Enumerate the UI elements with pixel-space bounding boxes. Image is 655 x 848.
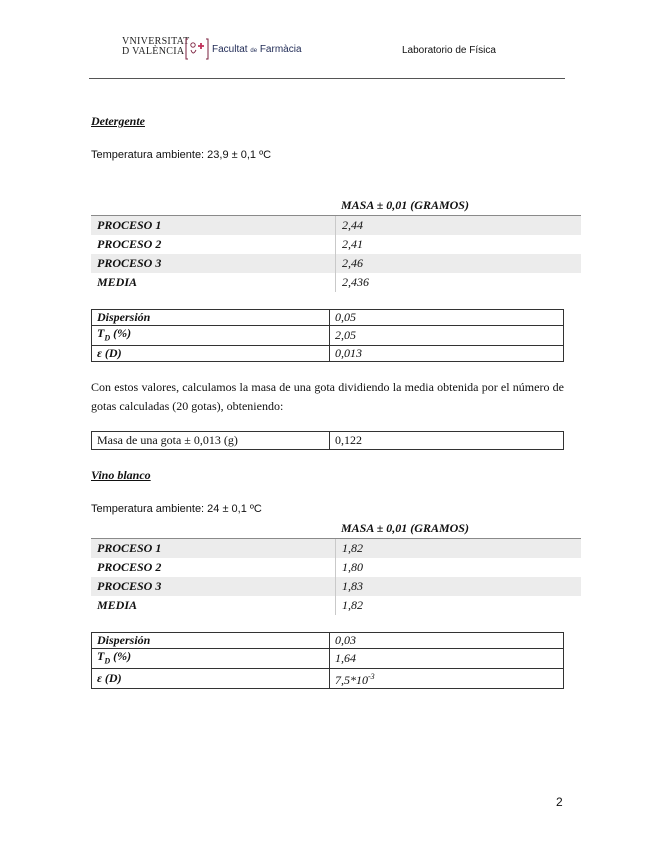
row-label: MEDIA [97, 275, 138, 289]
row-value: 1,83 [336, 577, 582, 596]
row-label: PROCESO 2 [97, 237, 162, 251]
mass-header-detergente: MASA ± 0,01 (GRAMOS) [341, 198, 469, 212]
row-label: PROCESO 3 [91, 577, 336, 596]
dispersion-value: 0,05 [330, 310, 564, 326]
temperature-detergente: Temperatura ambiente: 23,9 ± 0,1 ºC [91, 149, 272, 161]
table-row [91, 539, 581, 559]
td-value: 1,64 [330, 649, 564, 669]
university-emblem-icon [185, 38, 209, 60]
row-value: 2,46 [336, 254, 582, 273]
faculty-logo-text [212, 44, 302, 55]
table-row [91, 216, 581, 236]
td-value: 2,05 [330, 326, 564, 346]
process-table-detergente [91, 215, 581, 292]
dispersion-label: Dispersión [92, 310, 330, 326]
row-value: 1,80 [336, 558, 582, 577]
drop-mass-value: 0,122 [330, 432, 564, 450]
faculty-de: de [250, 48, 258, 54]
dispersion-label: Dispersión [92, 633, 330, 649]
university-name-line1: VNIVERSITAT [122, 36, 190, 47]
table-row [92, 432, 564, 450]
epsilon-label: ε (D) [92, 669, 330, 689]
table-row [92, 310, 564, 326]
row-value: 1,82 [336, 539, 582, 559]
lab-title: Laboratorio de Física [402, 45, 496, 56]
row-label: PROCESO 1 [91, 216, 336, 236]
row-label: PROCESO 3 [91, 254, 336, 273]
table-row [92, 346, 564, 362]
dispersion-value: 0,03 [330, 633, 564, 649]
university-logo-text [122, 36, 190, 57]
epsilon-label: ε (D) [92, 346, 330, 362]
faculty-name: Farmàcia [259, 44, 302, 55]
faculty-word: Facultat [212, 44, 248, 55]
stats-table-vino [91, 632, 564, 689]
drop-mass-table [91, 431, 564, 450]
epsilon-value: $7,5*10^{-3}$ [330, 669, 564, 689]
row-value: 2,436 [336, 273, 582, 292]
row-label: PROCESO 2 [97, 560, 162, 574]
section-title-detergente: Detergente [91, 114, 145, 128]
drop-mass-label: Masa de una gota ± 0,013 (g) [92, 432, 330, 450]
td-label: $T_D$ (%) [92, 326, 330, 346]
paragraph-text: Con estos valores, calculamos la masa de una gota dividiendo la media obtenida por el número de gotas calculadas (20 gotas), obteniendo: [91, 380, 564, 413]
table-row [91, 273, 581, 292]
row-label: PROCESO 1 [91, 539, 336, 559]
stats-table-detergente [91, 309, 564, 362]
temperature-vino: Temperatura ambiente: 24 ± 0,1 ºC [91, 503, 262, 515]
td-label: $T_D$ (%) [92, 649, 330, 669]
table-row [92, 649, 564, 669]
table-row [91, 254, 581, 273]
table-row [91, 596, 581, 615]
process-table-vino [91, 538, 581, 615]
table-row [91, 235, 581, 254]
table-row [92, 633, 564, 649]
row-label: MEDIA [97, 598, 138, 612]
row-value: 2,44 [336, 216, 582, 236]
section-title-vino: Vino blanco [91, 468, 151, 482]
row-value: 1,82 [336, 596, 582, 615]
table-row [92, 326, 564, 346]
university-name-line2: D VALÈNCIA [122, 46, 185, 57]
mass-header-vino: MASA ± 0,01 (GRAMOS) [341, 521, 469, 535]
header-divider [89, 78, 565, 79]
table-row [91, 577, 581, 596]
page-number: 2 [556, 795, 563, 809]
table-row [92, 669, 564, 689]
epsilon-value: 0,013 [330, 346, 564, 362]
row-value: 2,41 [336, 235, 582, 254]
table-row [91, 558, 581, 577]
